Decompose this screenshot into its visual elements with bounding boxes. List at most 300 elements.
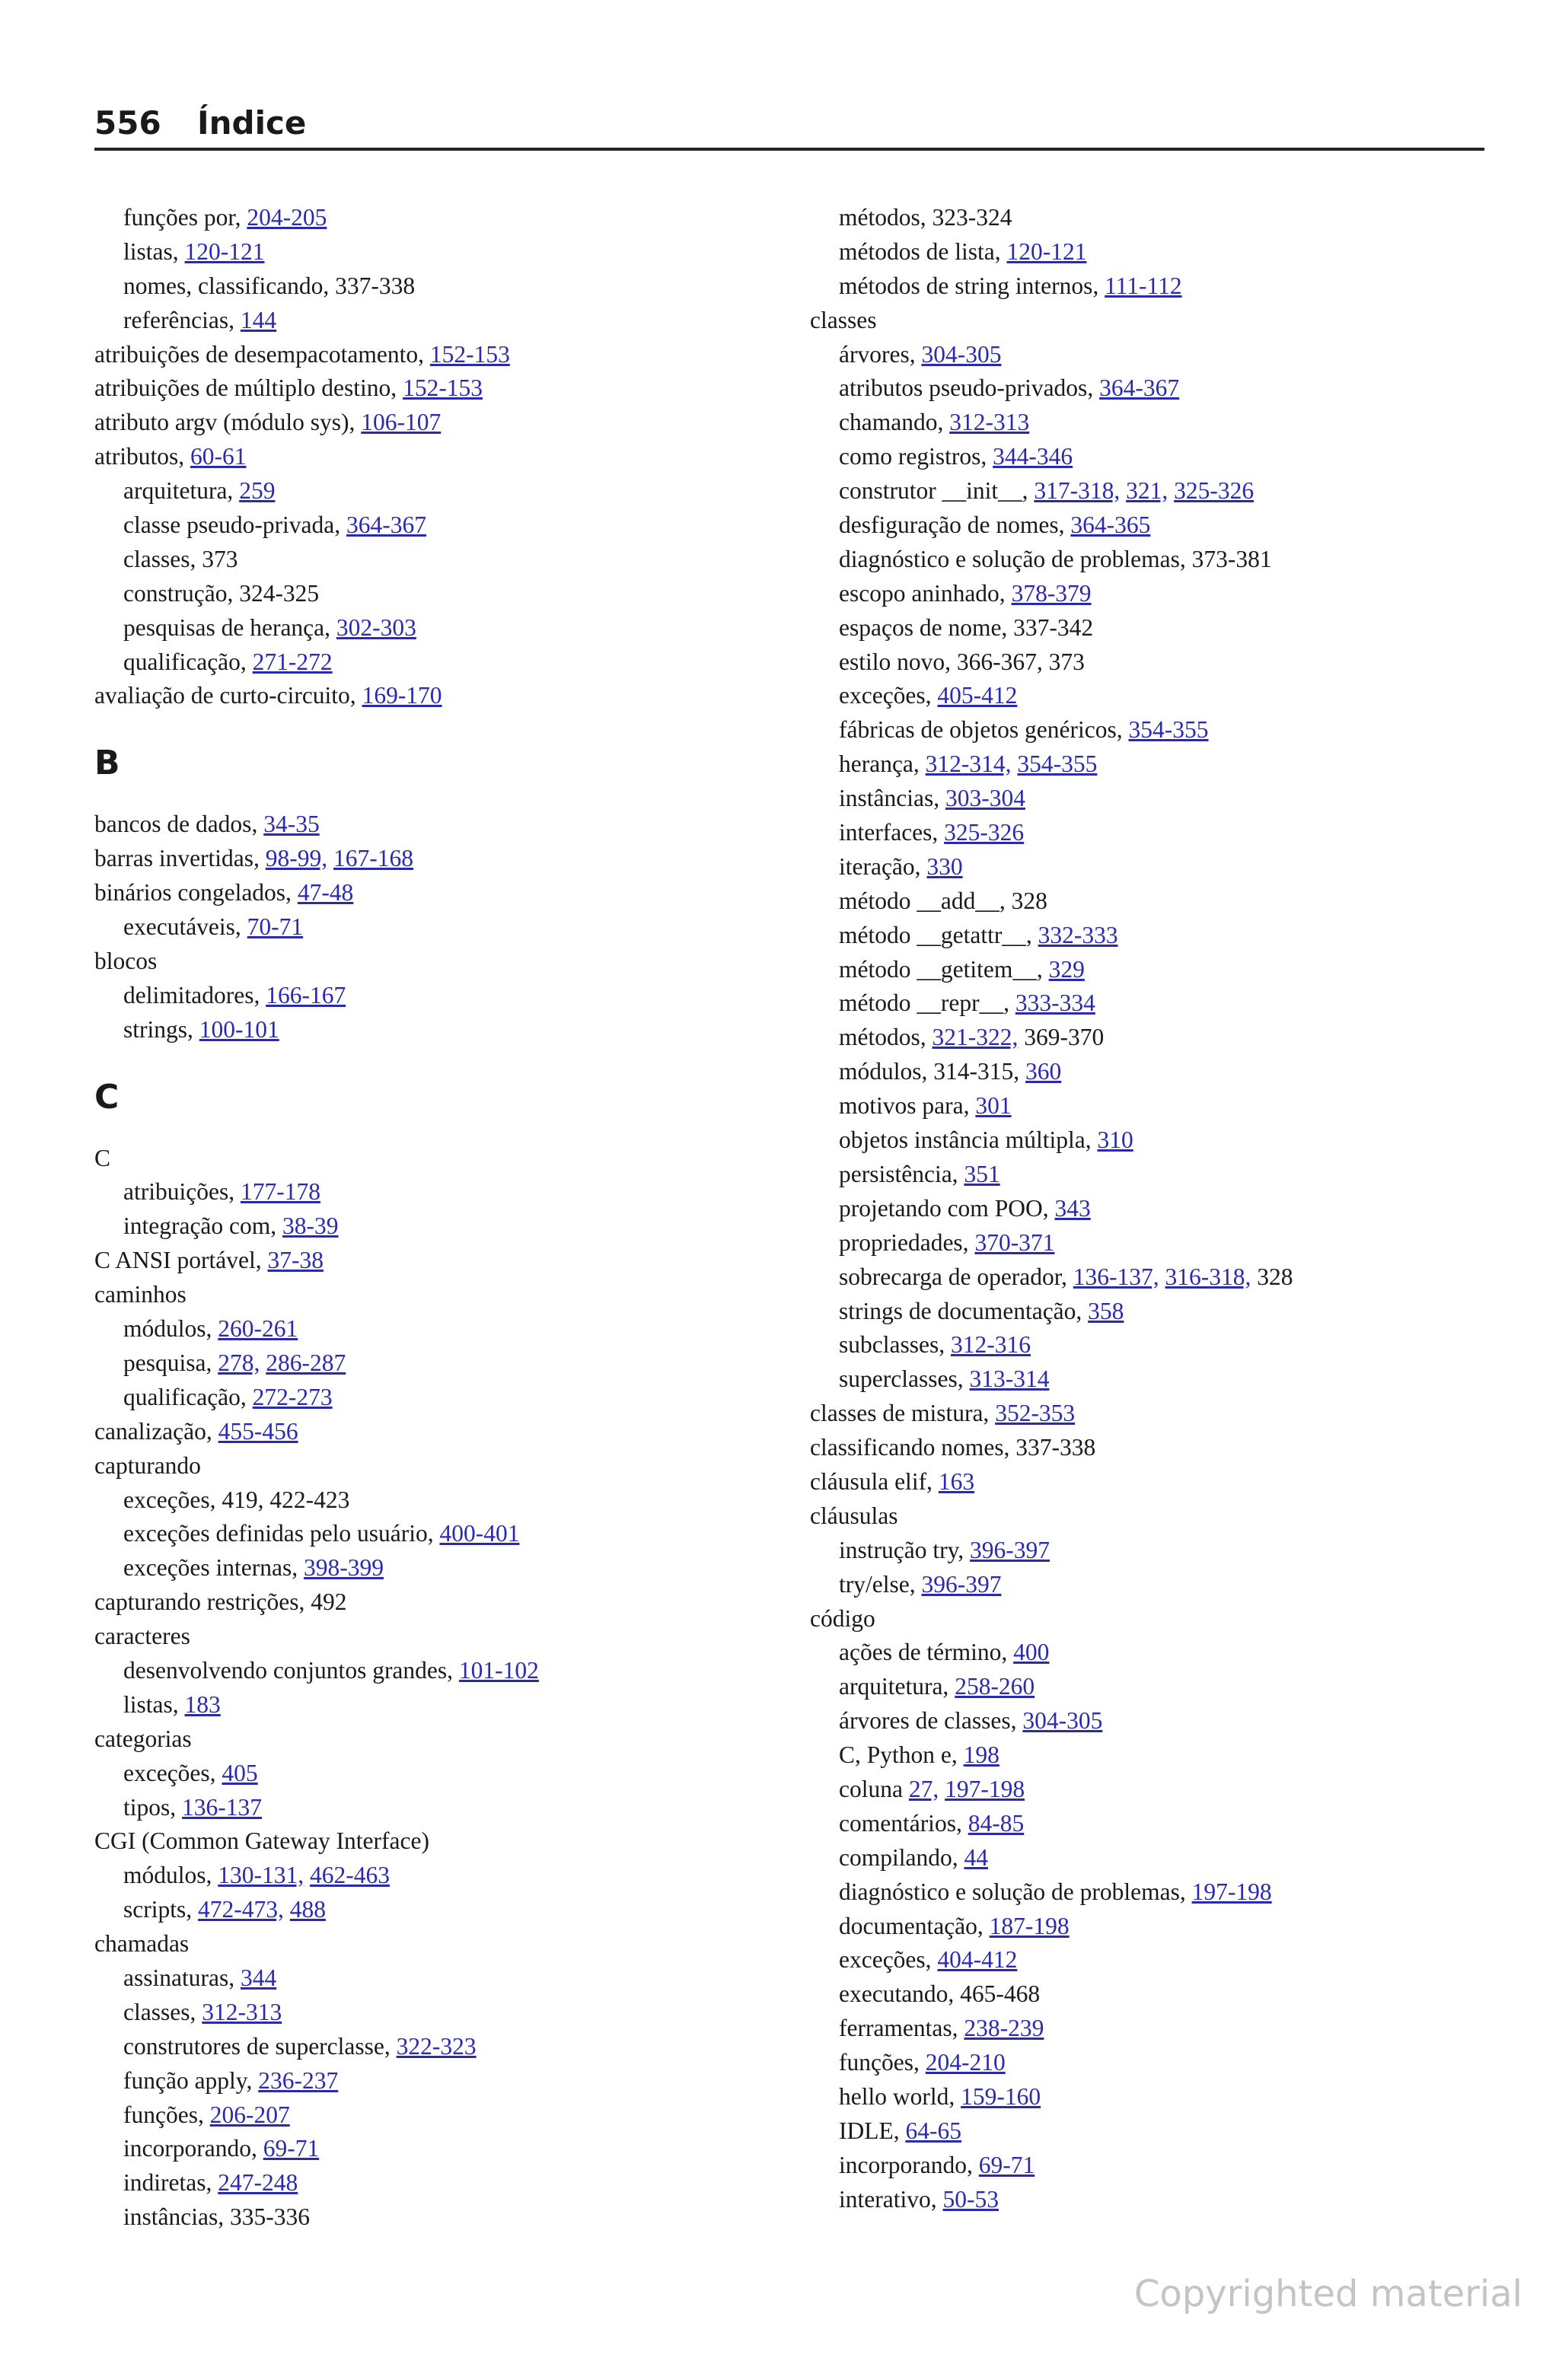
entry-text: como registros,: [839, 443, 993, 470]
page-reference-link[interactable]: 152-153: [429, 340, 510, 368]
index-subentry: [94, 910, 810, 945]
page-reference-link[interactable]: 317-318,: [1034, 477, 1121, 505]
index-subentry: [810, 1295, 1495, 1329]
index-subentry: [94, 2200, 810, 2235]
page-reference-link[interactable]: 260-261: [218, 1315, 298, 1343]
entry-text: interfaces,: [839, 819, 945, 846]
index-subentry: [94, 235, 810, 269]
page-reference-link[interactable]: 301: [975, 1092, 1012, 1120]
page-reference-link[interactable]: 312-314,: [925, 750, 1012, 778]
page-reference-link[interactable]: 50-53: [942, 2185, 999, 2213]
entry-text: listas,: [123, 237, 185, 265]
entry-text: assinaturas,: [123, 1964, 241, 1991]
page-reference-link[interactable]: 400: [1013, 1639, 1050, 1666]
page-reference-link[interactable]: 163: [938, 1467, 975, 1495]
entry-text: espaços de nome, 337-342: [839, 613, 1094, 641]
index-subentry: [810, 371, 1495, 406]
entry-text: atributos pseudo-privados,: [839, 374, 1100, 402]
index-subentry: [94, 1346, 810, 1381]
page-reference-link[interactable]: 304-305: [921, 340, 1002, 368]
page-reference-link[interactable]: 351: [964, 1160, 1000, 1187]
entry-text: classes de mistura,: [810, 1400, 996, 1427]
entry-text: chamadas: [94, 1930, 190, 1958]
index-subentry: [94, 611, 810, 645]
entry-text: referências,: [123, 306, 241, 333]
entry-text: coluna: [839, 1775, 909, 1802]
entry-text: listas,: [123, 1690, 185, 1718]
page-reference-link[interactable]: 64-65: [905, 2117, 961, 2144]
entry-text: try/else,: [839, 1570, 922, 1598]
entry-text: superclasses,: [839, 1365, 970, 1393]
entry-text: qualificação,: [123, 648, 253, 675]
index-subentry: [94, 269, 810, 304]
index-subentry: [94, 1654, 810, 1688]
entry-text: pesquisas de herança,: [123, 613, 336, 641]
index-entry: [94, 1620, 810, 1654]
entry-text: exceções internas,: [123, 1554, 304, 1582]
index-subentry: [810, 1875, 1495, 1910]
page-reference-link[interactable]: 198: [963, 1741, 999, 1769]
page-reference-link[interactable]: 70-71: [247, 913, 304, 941]
entry-text: IDLE,: [839, 2117, 906, 2144]
index-subentry: [810, 816, 1495, 850]
entry-text: barras invertidas,: [94, 845, 266, 872]
entry-suffix: 369-370: [1018, 1024, 1105, 1051]
index-subentry: [810, 2149, 1495, 2183]
entry-suffix: 328: [1251, 1263, 1293, 1290]
index-subentry: [810, 235, 1495, 269]
page-reference-link[interactable]: 344: [240, 1964, 277, 1991]
entry-text: método __add__, 328: [839, 887, 1047, 914]
page-reference-link[interactable]: 177-178: [240, 1178, 320, 1206]
entry-text: atributos,: [94, 443, 190, 470]
index-entry: [810, 1465, 1495, 1499]
page-reference-link[interactable]: 27,: [908, 1775, 939, 1802]
page-reference-link[interactable]: 37-38: [267, 1247, 324, 1274]
entry-text: diagnóstico e solução de problemas,: [839, 1878, 1192, 1905]
index-subentry: [810, 2080, 1495, 2114]
page-reference-link[interactable]: 120-121: [184, 237, 265, 265]
section-letter: C: [94, 1077, 120, 1117]
watermark: Copyrighted material: [1133, 2273, 1522, 2315]
index-entry: [94, 1415, 810, 1449]
index-subentry: [810, 508, 1495, 543]
entry-text: iteração,: [839, 852, 927, 880]
entry-text: estilo novo, 366-367, 373: [839, 648, 1085, 675]
entry-text: atribuições,: [123, 1178, 241, 1206]
entry-text: módulos,: [123, 1315, 218, 1343]
entry-text: projetando com POO,: [839, 1194, 1055, 1222]
page-reference-link[interactable]: 312-316: [950, 1331, 1031, 1359]
entry-text: arquitetura,: [123, 477, 240, 505]
entry-text: classes,: [123, 1998, 202, 2025]
index-subentry: [810, 1910, 1495, 1944]
page-reference-link[interactable]: 44: [964, 1843, 988, 1871]
page-reference-link[interactable]: 325-326: [944, 819, 1025, 846]
entry-text: construção, 324-325: [123, 579, 320, 607]
page-reference-link[interactable]: 258-260: [955, 1673, 1035, 1700]
page-reference-link[interactable]: 313-314: [969, 1365, 1050, 1393]
index-entry: [94, 440, 810, 474]
entry-text: integração com,: [123, 1212, 283, 1240]
index-subentry: [810, 577, 1495, 611]
index-subentry: [810, 1158, 1495, 1192]
index-subentry: [94, 543, 810, 577]
entry-text: compilando,: [839, 1843, 964, 1871]
entry-text: funções,: [839, 2049, 926, 2076]
page-reference-link[interactable]: 321-322,: [932, 1024, 1019, 1051]
entry-text: ferramentas,: [839, 2015, 964, 2042]
entry-text: comentários,: [839, 1809, 968, 1837]
index-subentry: [94, 1312, 810, 1346]
entry-text: pesquisa,: [123, 1349, 218, 1376]
page-reference-link[interactable]: 322-323: [396, 2032, 477, 2060]
entry-text: interativo,: [839, 2185, 943, 2213]
entry-text: capturando restrições, 492: [94, 1588, 347, 1616]
page-reference-link[interactable]: 404-412: [937, 1946, 1018, 1974]
page-reference-link[interactable]: 204-205: [247, 204, 327, 231]
entry-text: avaliação de curto-circuito,: [94, 682, 362, 709]
entry-text: caracteres: [94, 1623, 190, 1650]
index-subentry: [810, 1943, 1495, 1977]
entry-text: C: [94, 1144, 111, 1171]
page-reference-link[interactable]: 354-355: [1128, 716, 1209, 744]
page-reference-link[interactable]: 167-168: [333, 845, 414, 872]
entry-text: classe pseudo-privada,: [123, 511, 347, 539]
entry-text: atribuições de desempacotamento,: [94, 340, 430, 368]
entry-text: funções,: [123, 2101, 210, 2128]
page-reference-link[interactable]: 472-473,: [198, 1896, 284, 1923]
index-entry: [94, 371, 810, 406]
index-subentry: [810, 1123, 1495, 1158]
index-subentry: [810, 679, 1495, 713]
index-subentry: [810, 1704, 1495, 1738]
page-reference-link[interactable]: 333-334: [1015, 989, 1095, 1017]
entry-text: exceções definidas pelo usuário,: [123, 1520, 440, 1547]
entry-text: módulos, 314-315,: [839, 1058, 1026, 1085]
page-reference-link[interactable]: 84-85: [968, 1809, 1025, 1837]
index-subentry: [94, 1996, 810, 2030]
index-subentry: [810, 474, 1495, 508]
entry-text: instâncias, 335-336: [123, 2203, 310, 2231]
index-subentry: [810, 2046, 1495, 2080]
page-reference-link[interactable]: 378-379: [1011, 579, 1092, 607]
index-subentry: [94, 1551, 810, 1585]
entry-text: classificando nomes, 337-338: [810, 1434, 1096, 1461]
index-subentry: [810, 1841, 1495, 1875]
page-reference-link[interactable]: 354-355: [1017, 750, 1098, 778]
page-reference-link[interactable]: 144: [240, 306, 277, 333]
page-reference-link[interactable]: 197-198: [945, 1775, 1025, 1802]
index-entry: [810, 304, 1495, 338]
index-subentry: [94, 1893, 810, 1927]
entry-text: CGI (Common Gateway Interface): [94, 1827, 429, 1855]
entry-text: exceções,: [839, 682, 938, 709]
page-reference-link[interactable]: 271-272: [252, 648, 333, 675]
index-entry: [94, 1927, 810, 1961]
entry-text: scripts,: [123, 1896, 198, 1923]
page-reference-link[interactable]: 405: [222, 1759, 258, 1786]
index-subentry: [94, 577, 810, 611]
page-reference-link[interactable]: 100-101: [199, 1015, 279, 1043]
page-reference-link[interactable]: 204-210: [925, 2049, 1006, 2076]
page-reference-link[interactable]: 38-39: [282, 1212, 339, 1240]
index-subentry: [810, 2012, 1495, 2046]
entry-text: escopo aninhado,: [839, 579, 1012, 607]
page-reference-link[interactable]: 370-371: [974, 1228, 1055, 1256]
index-subentry: [810, 1192, 1495, 1226]
index-entry: [94, 1722, 810, 1757]
index-entry: [94, 1278, 810, 1312]
entry-text: caminhos: [94, 1281, 187, 1308]
index-entry: [94, 1449, 810, 1483]
index-subentry: [810, 1089, 1495, 1123]
entry-text: incorporando,: [839, 2151, 979, 2178]
index-subentry: [810, 543, 1495, 577]
index-subentry: [94, 1483, 810, 1518]
entry-text: métodos, 323-324: [839, 204, 1012, 231]
entry-text: executando, 465-468: [839, 1980, 1041, 2008]
index-subentry: [94, 1209, 810, 1244]
index-subentry: [94, 304, 810, 338]
page-reference-link[interactable]: 364-367: [346, 511, 427, 539]
index-subentry: [94, 1859, 810, 1893]
page-reference-link[interactable]: 187-198: [989, 1912, 1070, 1939]
page-reference-link[interactable]: 247-248: [218, 2169, 298, 2197]
index-subentry: [810, 338, 1495, 372]
page-reference-link[interactable]: 60-61: [190, 443, 247, 470]
page-reference-link[interactable]: 344-346: [993, 443, 1073, 470]
index-subentry: [94, 645, 810, 680]
entry-text: atributo argv (módulo sys),: [94, 409, 362, 436]
entry-text: árvores de classes,: [839, 1707, 1023, 1735]
entry-text: canalização,: [94, 1417, 218, 1445]
page-reference-link[interactable]: 330: [926, 852, 963, 880]
page-reference-link[interactable]: 106-107: [361, 409, 442, 436]
index-subentry: [94, 1791, 810, 1825]
index-subentry: [810, 747, 1495, 782]
entry-text: função apply,: [123, 2066, 259, 2094]
entry-text: sobrecarga de operador,: [839, 1263, 1073, 1290]
page-reference-link[interactable]: 69-71: [263, 2135, 320, 2162]
index-subentry: [810, 1362, 1495, 1397]
index-subentry: [810, 1636, 1495, 1670]
entry-text: strings,: [123, 1015, 199, 1043]
page-reference-link[interactable]: 332-333: [1038, 921, 1118, 948]
index-subentry: [810, 1328, 1495, 1362]
entry-text: C, Python e,: [839, 1741, 964, 1769]
page-reference-link[interactable]: 166-167: [266, 981, 346, 1008]
index-subentry: [810, 919, 1495, 953]
index-subentry: [94, 1175, 810, 1209]
index-entry: [94, 808, 810, 842]
section-gap: [94, 1119, 810, 1142]
page-reference-link[interactable]: 462-463: [310, 1862, 391, 1889]
page-reference-link[interactable]: 316-318,: [1165, 1263, 1251, 1290]
index-subentry: [810, 440, 1495, 474]
index-subentry: [810, 884, 1495, 919]
index-subentry: [94, 201, 810, 235]
page-title: Índice: [197, 104, 307, 142]
page-header: [94, 100, 1484, 146]
entry-text: ações de término,: [839, 1639, 1014, 1666]
page-reference-link[interactable]: 400-401: [439, 1520, 520, 1547]
page-reference-link[interactable]: 34-35: [263, 811, 320, 838]
index-column-right: [810, 201, 1495, 2217]
index-subentry: [94, 508, 810, 543]
page-reference-link[interactable]: 360: [1025, 1058, 1062, 1085]
index-subentry: [94, 1688, 810, 1722]
page-reference-link[interactable]: 136-137,: [1073, 1263, 1159, 1290]
page-reference-link[interactable]: 352-353: [995, 1400, 1076, 1427]
index-subentry: [810, 1568, 1495, 1602]
page-reference-link[interactable]: 364-365: [1070, 511, 1151, 539]
entry-text: tipos,: [123, 1793, 183, 1821]
index-column-left: [94, 201, 810, 2235]
index-subentry: [810, 269, 1495, 304]
entry-text: exceções,: [839, 1946, 938, 1974]
page-reference-link[interactable]: 272-273: [252, 1383, 333, 1410]
entry-text: métodos de string internos,: [839, 272, 1105, 299]
page-reference-link[interactable]: 69-71: [978, 2151, 1035, 2178]
page-reference-link[interactable]: 98-99,: [265, 845, 328, 872]
entry-text: blocos: [94, 947, 158, 974]
page-reference-link[interactable]: 343: [1054, 1194, 1091, 1222]
page-reference-link[interactable]: 312-313: [202, 1998, 282, 2025]
index-entry: [94, 842, 810, 876]
page-reference-link[interactable]: 183: [184, 1690, 221, 1718]
entry-text: executáveis,: [123, 913, 247, 941]
page-reference-link[interactable]: 304-305: [1022, 1707, 1103, 1735]
index-subentry: [94, 1013, 810, 1047]
page-reference-link[interactable]: 312-313: [949, 409, 1030, 436]
index-subentry: [94, 979, 810, 1013]
entry-text: métodos,: [839, 1024, 933, 1051]
page-number: 556: [94, 104, 161, 142]
entry-text: binários congelados,: [94, 879, 298, 906]
entry-text: qualificação,: [123, 1383, 253, 1410]
entry-text: capturando: [94, 1451, 201, 1479]
page-reference-link[interactable]: 364-367: [1099, 374, 1180, 402]
page-reference-link[interactable]: 236-237: [258, 2066, 339, 2094]
page-reference-link[interactable]: 159-160: [961, 2082, 1041, 2110]
index-subentry: [810, 850, 1495, 884]
page-reference-link[interactable]: 238-239: [964, 2015, 1044, 2042]
page-reference-link[interactable]: 310: [1097, 1126, 1133, 1154]
page-reference-link[interactable]: 325-326: [1174, 477, 1255, 505]
entry-text: método __repr__,: [839, 989, 1015, 1017]
entry-text: propriedades,: [839, 1228, 975, 1256]
page-reference-link[interactable]: 101-102: [458, 1656, 539, 1684]
index-subentry: [810, 645, 1495, 680]
section-gap: [94, 785, 810, 808]
page-reference-link[interactable]: 396-397: [921, 1570, 1002, 1598]
entry-text: exceções, 419, 422-423: [123, 1486, 350, 1513]
page-reference-link[interactable]: 152-153: [403, 374, 483, 402]
page-reference-link[interactable]: 329: [1048, 955, 1085, 983]
index-subentry: [94, 1517, 810, 1551]
index-subentry: [94, 1961, 810, 1996]
entry-text: cláusula elif,: [810, 1467, 939, 1495]
index-subentry: [94, 2098, 810, 2133]
page-reference-link[interactable]: 111-112: [1105, 272, 1182, 299]
index-subentry: [810, 2114, 1495, 2149]
entry-text: construtor __init__,: [839, 477, 1035, 505]
index-subentry: [810, 1055, 1495, 1089]
page-reference-link[interactable]: 303-304: [945, 785, 1025, 812]
page-reference-link[interactable]: 396-397: [970, 1536, 1050, 1563]
entry-text: hello world,: [839, 2082, 961, 2110]
page-reference-link[interactable]: 259: [239, 477, 276, 505]
entry-text: módulos,: [123, 1862, 218, 1889]
entry-text: método __getitem__,: [839, 955, 1049, 983]
page-reference-link[interactable]: 455-456: [218, 1417, 298, 1445]
entry-text: strings de documentação,: [839, 1297, 1089, 1324]
page-reference-link[interactable]: 136-137: [182, 1793, 263, 1821]
index-subentry: [810, 953, 1495, 987]
index-entry: [810, 1397, 1495, 1431]
entry-text: delimitadores,: [123, 981, 266, 1008]
index-subentry: [810, 1773, 1495, 1807]
entry-text: código: [810, 1604, 875, 1632]
page-reference-link[interactable]: 286-287: [266, 1349, 346, 1376]
entry-text: funções por,: [123, 204, 247, 231]
index-entry: [94, 406, 810, 440]
entry-text: objetos instância múltipla,: [839, 1126, 1098, 1154]
page-reference-link[interactable]: 358: [1088, 1297, 1124, 1324]
page-reference-link[interactable]: 130-131,: [218, 1862, 304, 1889]
page-reference-link[interactable]: 120-121: [1006, 237, 1087, 265]
page-reference-link[interactable]: 398-399: [304, 1554, 384, 1582]
index-subentry: [810, 1260, 1495, 1295]
index-subentry: [94, 2030, 810, 2064]
page-reference-link[interactable]: 321,: [1126, 477, 1168, 505]
page-reference-link[interactable]: 278,: [218, 1349, 260, 1376]
entry-text: método __getattr__,: [839, 921, 1038, 948]
index-subentry: [810, 1738, 1495, 1773]
entry-text: árvores,: [839, 340, 922, 368]
section-gap: [94, 1047, 810, 1076]
page-reference-link[interactable]: 197-198: [1191, 1878, 1272, 1905]
index-entry: [94, 1824, 810, 1859]
index-subentry: [94, 2166, 810, 2200]
index-subentry: [94, 1757, 810, 1791]
entry-text: métodos de lista,: [839, 237, 1007, 265]
entry-text: desfiguração de nomes,: [839, 511, 1071, 539]
entry-text: categorias: [94, 1725, 192, 1752]
page-reference-link[interactable]: 169-170: [362, 682, 442, 709]
index-subentry: [810, 1021, 1495, 1055]
index-subentry: [810, 1670, 1495, 1704]
index-subentry: [94, 1381, 810, 1415]
index-subentry: [94, 474, 810, 508]
entry-text: arquitetura,: [839, 1673, 955, 1700]
index-subentry: [810, 201, 1495, 235]
section-letter: B: [94, 744, 120, 783]
entry-text: herança,: [839, 750, 926, 778]
index-subentry: [94, 2132, 810, 2166]
index-subentry: [810, 1534, 1495, 1568]
entry-text: fábricas de objetos genéricos,: [839, 716, 1129, 744]
entry-text: documentação,: [839, 1912, 990, 1939]
page-reference-link[interactable]: 47-48: [297, 879, 354, 906]
page-reference-link[interactable]: 302-303: [336, 613, 416, 641]
page-reference-link[interactable]: 206-207: [209, 2101, 290, 2128]
entry-text: persistência,: [839, 1160, 964, 1187]
index-subentry: [810, 1226, 1495, 1260]
page-reference-link[interactable]: 488: [289, 1896, 326, 1923]
page-reference-link[interactable]: 405-412: [937, 682, 1018, 709]
